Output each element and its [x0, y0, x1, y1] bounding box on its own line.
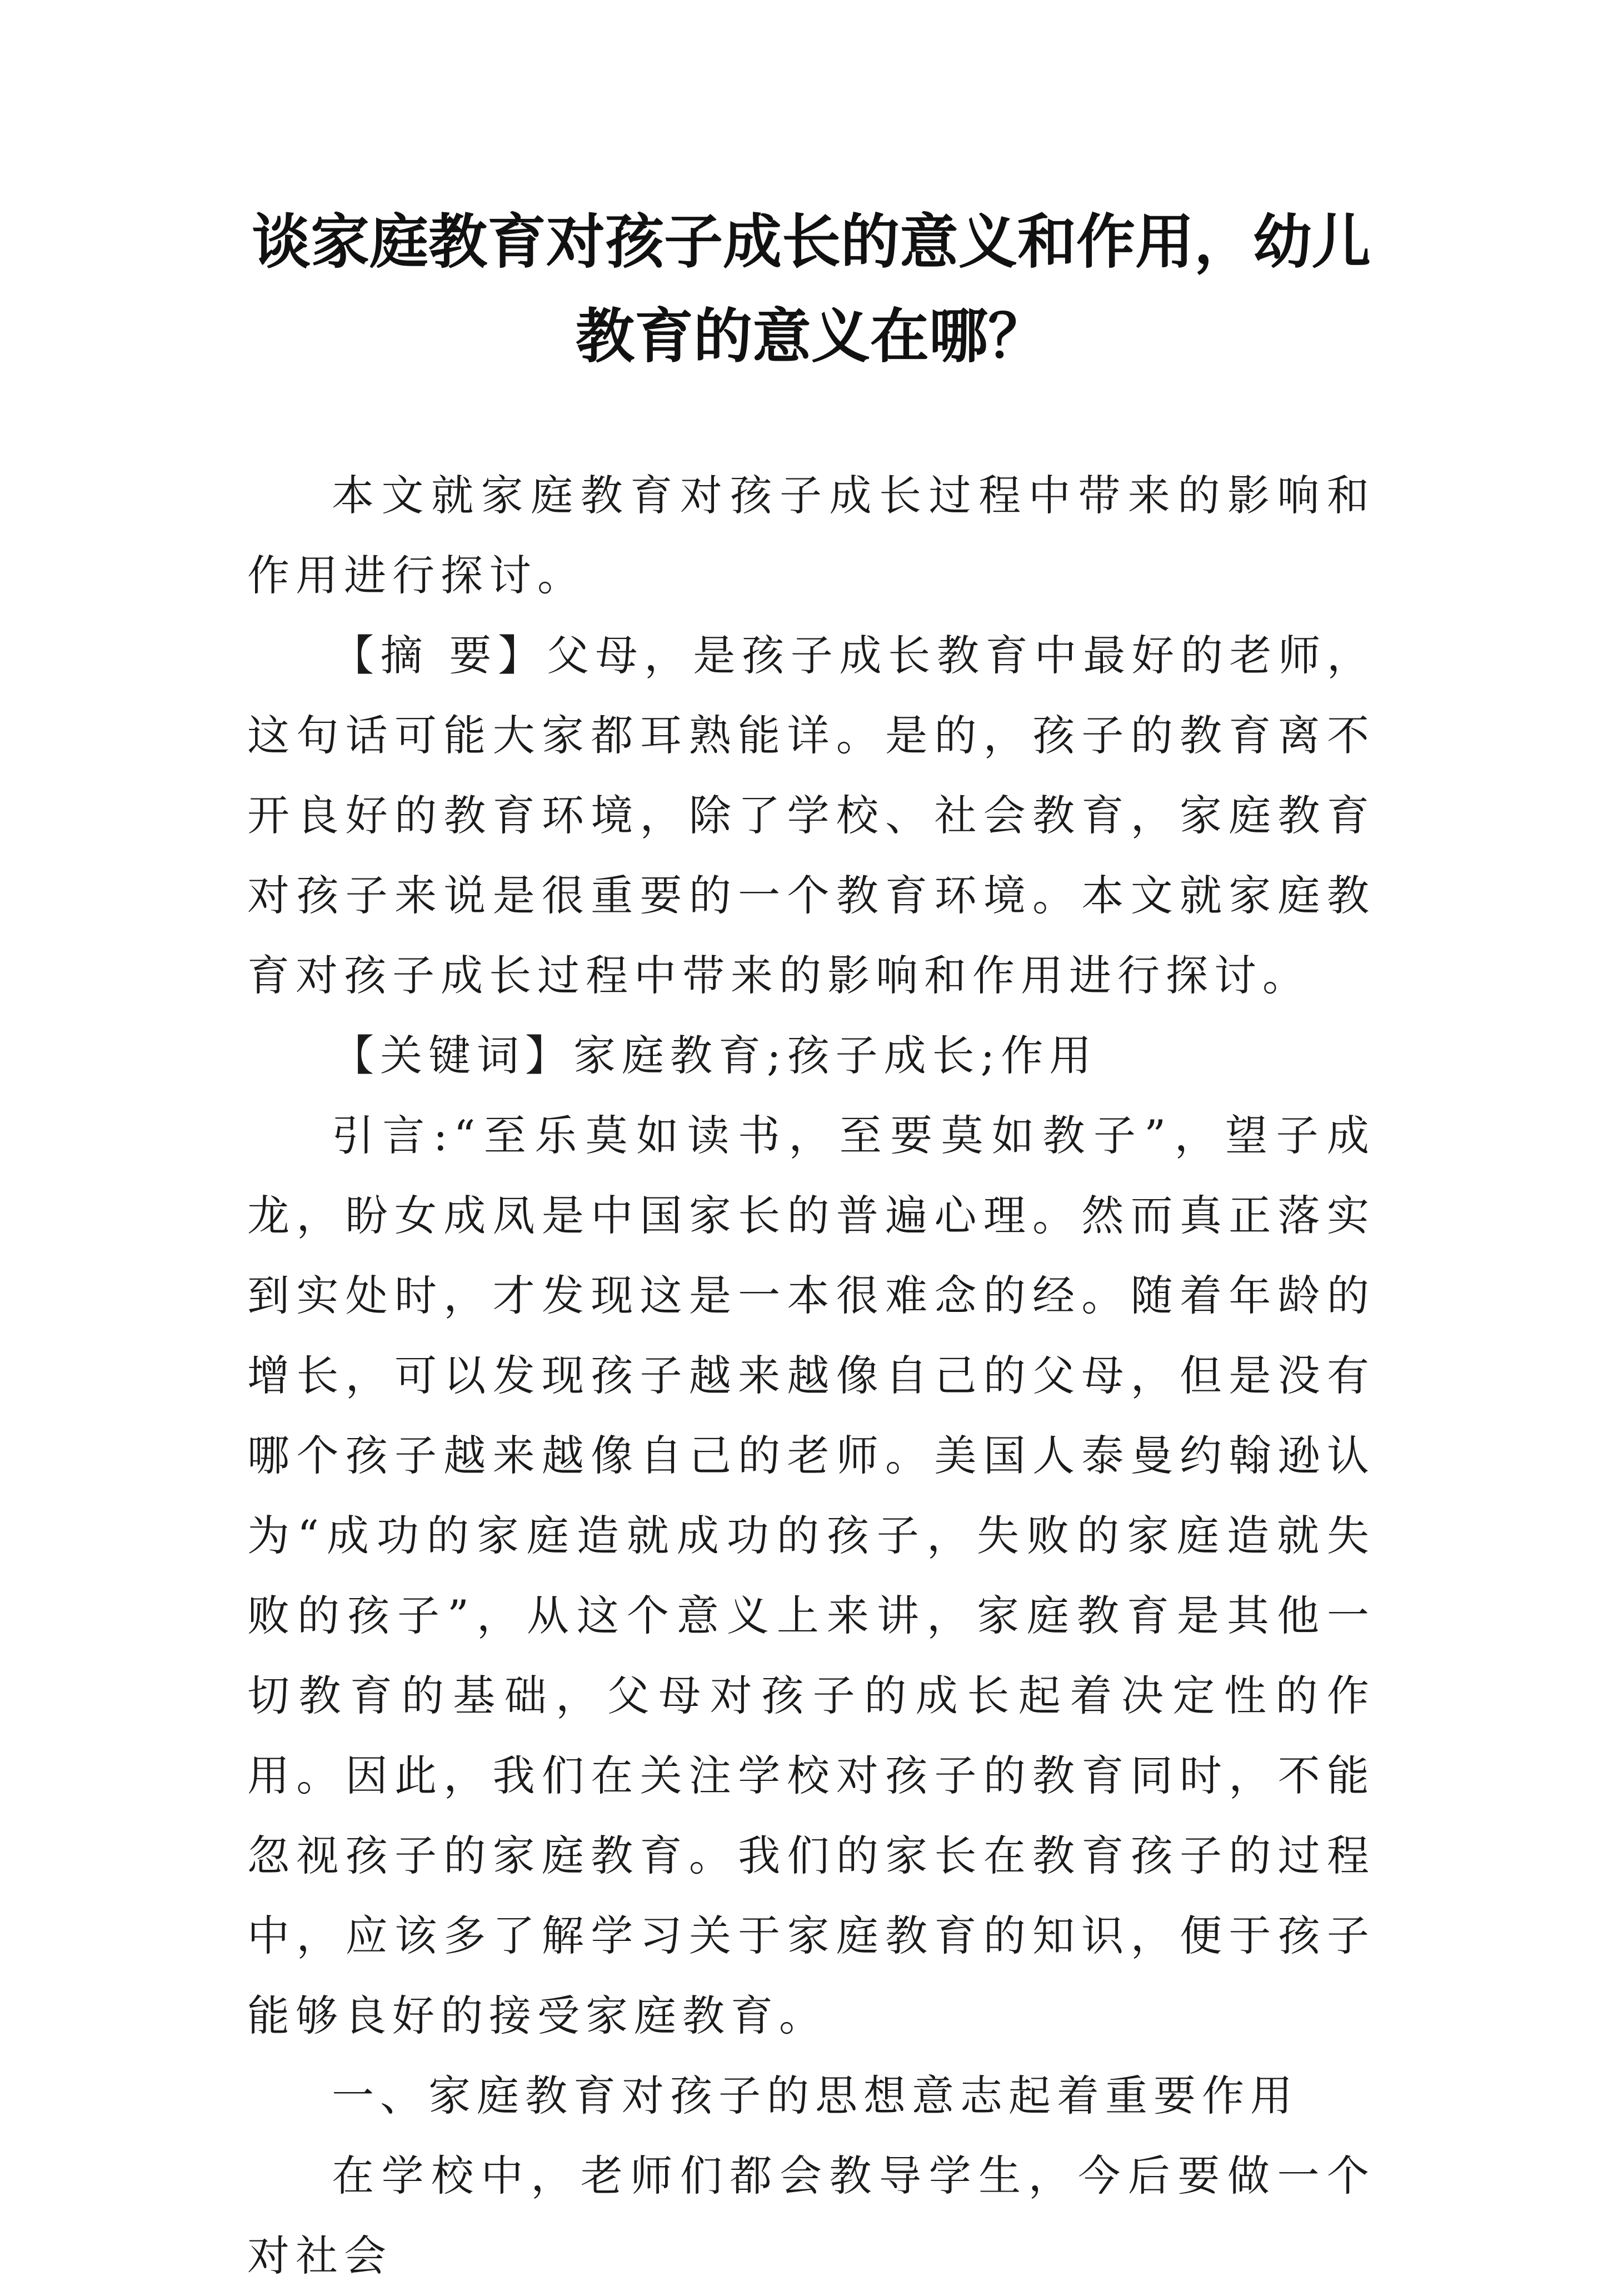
keywords-paragraph: 【关键词】家庭教育;孩子成长;作用 — [332, 1031, 1098, 1080]
abstract-paragraph: 【摘 要】父母，是孩子成长教育中最好的老师，这句话可能大家都耳熟能详。是的，孩子的教育离不开良好的教育环境，除了学校、社会教育，家庭教育对孩子来说是很重要的一个教育环境。本文就家庭教育对孩子成长过程中带来的影响和作用进行探讨。 — [247, 631, 1375, 1000]
document-body — [247, 456, 1375, 2296]
section-1-paragraph: 在学校中，老师们都会教导学生，今后要做一个对社会 — [247, 2151, 1375, 2280]
intro-paragraph: 本文就家庭教育对孩子成长过程中带来的影响和作用进行探讨。 — [247, 471, 1375, 600]
section-heading-1: 一、家庭教育对孩子的思想意志起着重要作用 — [332, 2071, 1299, 2120]
preface-paragraph: 引言:“至乐莫如读书，至要莫如教子”，望子成龙，盼女成凤是中国家长的普遍心理。然而真正落实到实处时，才发现这是一本很难念的经。随着年龄的增长，可以发现孩子越来越像自己的父母，但是没有哪个孩子越来越像自己的老师。美国人泰曼约翰逊认为“成功的家庭造就成功的孩子，失败的家庭造就失败的孩子”，从这个意义上来讲，家庭教育是其他一切教育的基础，父母对孩子的成长起着决定性的作用。因此，我们在关注学校对孩子的教育同时，不能忽视孩子的家庭教育。我们的家长在教育孩子的过程中，应该多了解学习关于家庭教育的知识，便于孩子能够良好的接受家庭教育。 — [247, 1111, 1375, 2040]
document-title: 谈家庭教育对孩子成长的意义和作用，幼儿教育的意义在哪？ — [252, 207, 1371, 371]
